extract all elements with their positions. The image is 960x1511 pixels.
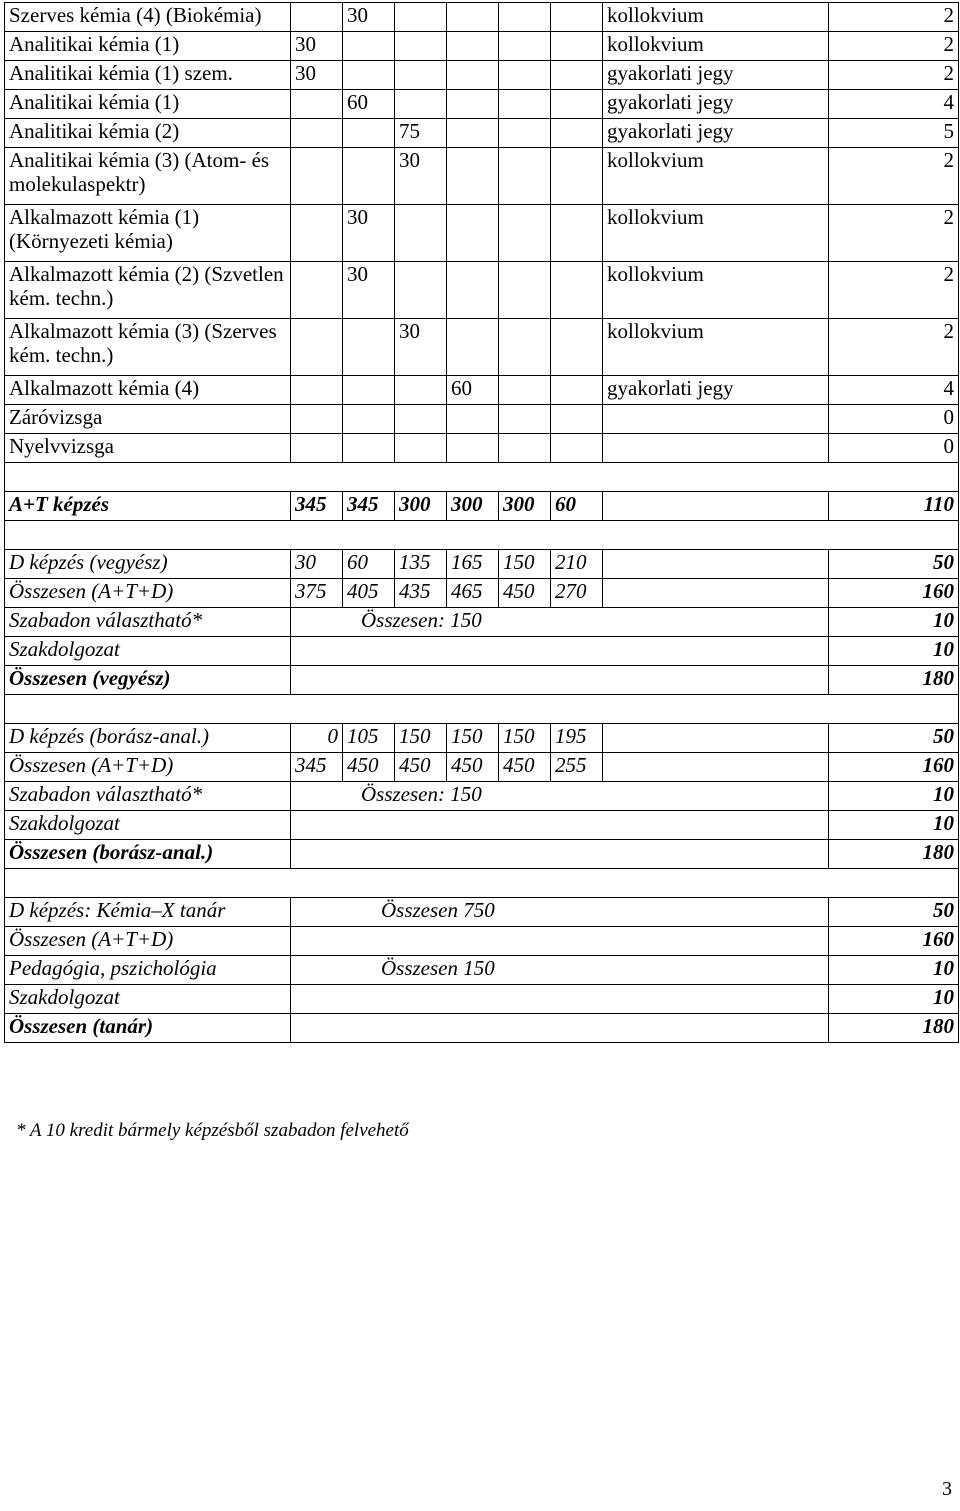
course-hours: 30 [343, 3, 395, 32]
footnote: * A 10 kredit bármely képzésből szabadon felvehető [16, 1120, 409, 1141]
course-row [5, 405, 959, 434]
course-hours: 30 [395, 319, 447, 376]
empty-cell [499, 3, 551, 32]
d-tanar-label: D képzés: Kémia–X tanár [5, 898, 291, 927]
d-tanar-total-label: Összesen (tanár) [5, 1014, 291, 1043]
d-vegyesz-total-label: Összesen (vegyész) [5, 666, 291, 695]
course-rows [5, 3, 959, 463]
course-credit: 2 [829, 319, 959, 376]
course-name: Szerves kémia (4) (Biokémia) [5, 3, 291, 32]
course-form: kollokvium [603, 148, 829, 205]
at-credit: 110 [829, 492, 959, 521]
d-vegyesz-value-5: 150 [499, 550, 551, 579]
d-vegyesz-free-row [5, 608, 959, 637]
course-credit: 2 [829, 3, 959, 32]
empty-cell [447, 405, 499, 434]
course-credit: 2 [829, 148, 959, 205]
d-tanar-ped-total: Összesen 150 [291, 956, 829, 985]
empty-cell [447, 61, 499, 90]
empty-cell [343, 376, 395, 405]
course-form: gyakorlati jegy [603, 376, 829, 405]
course-row [5, 61, 959, 90]
at-value-4: 300 [447, 492, 499, 521]
empty-cell [395, 262, 447, 319]
course-hours: 30 [291, 61, 343, 90]
course-hours: 30 [395, 148, 447, 205]
empty-cell [291, 434, 343, 463]
d-tanar-thesis-label: Szakdolgozat [5, 985, 291, 1014]
d-borasz-value-4: 150 [447, 724, 499, 753]
course-hours: 30 [343, 205, 395, 262]
course-hours: 60 [343, 90, 395, 119]
course-credit: 2 [829, 61, 959, 90]
d-vegyesz-value-3: 135 [395, 550, 447, 579]
empty-cell [447, 319, 499, 376]
d-tanar-ped-label: Pedagógia, pszichológia [5, 956, 291, 985]
d-tanar-ped-row [5, 956, 959, 985]
d-borasz-label: D képzés (borász-anal.) [5, 724, 291, 753]
empty-cell [551, 434, 603, 463]
empty-cell [447, 119, 499, 148]
d-vegyesz-thesis-label: Szakdolgozat [5, 637, 291, 666]
d-vegyesz-thesis-credit: 10 [829, 637, 959, 666]
empty-cell [551, 319, 603, 376]
at-value-3: 300 [395, 492, 447, 521]
empty-cell [551, 205, 603, 262]
course-form: kollokvium [603, 3, 829, 32]
d-vegyesz-credit: 50 [829, 550, 959, 579]
d-borasz-sum-label: Összesen (A+T+D) [5, 753, 291, 782]
empty-cell [551, 90, 603, 119]
course-name: Analitikai kémia (3) (Atom- és molekulaspektr) [5, 148, 291, 205]
empty-cell [447, 434, 499, 463]
course-name: Alkalmazott kémia (3) (Szerves kém. techn.) [5, 319, 291, 376]
course-name: Analitikai kémia (2) [5, 119, 291, 148]
d-tanar-thesis-row [5, 985, 959, 1014]
empty-cell [551, 405, 603, 434]
d-borasz-value-1: 0 [291, 724, 343, 753]
course-name: Alkalmazott kémia (1) (Környezeti kémia) [5, 205, 291, 262]
course-row [5, 3, 959, 32]
course-form [603, 405, 829, 434]
empty-cell [395, 32, 447, 61]
course-form: kollokvium [603, 205, 829, 262]
empty-cell [499, 148, 551, 205]
d-borasz-value-5: 150 [499, 724, 551, 753]
d-vegyesz-total-row [5, 666, 959, 695]
course-row [5, 376, 959, 405]
course-credit: 2 [829, 32, 959, 61]
empty-cell [291, 205, 343, 262]
d-vegyesz-sum-label: Összesen (A+T+D) [5, 579, 291, 608]
empty-cell [551, 61, 603, 90]
page-number: 3 [942, 1478, 952, 1500]
course-hours: 60 [447, 376, 499, 405]
at-value-2: 345 [343, 492, 395, 521]
empty-cell [291, 319, 343, 376]
empty-cell [499, 61, 551, 90]
empty-cell [447, 148, 499, 205]
d-tanar-credit: 50 [829, 898, 959, 927]
course-row [5, 262, 959, 319]
empty-cell [343, 405, 395, 434]
empty-cell [291, 262, 343, 319]
d-vegyesz-total-credit: 180 [829, 666, 959, 695]
d-tanar-sum-credit: 160 [829, 927, 959, 956]
d-borasz-value-3: 150 [395, 724, 447, 753]
d-borasz-row [5, 724, 959, 753]
empty-cell [499, 262, 551, 319]
course-name: Nyelvvizsga [5, 434, 291, 463]
course-name: Analitikai kémia (1) szem. [5, 61, 291, 90]
at-section [5, 463, 959, 521]
d-borasz-sum-3: 450 [395, 753, 447, 782]
empty-cell [447, 262, 499, 319]
at-label: A+T képzés [5, 492, 291, 521]
course-name: Alkalmazott kémia (2) (Szvetlen kém. techn.) [5, 262, 291, 319]
d-vegyesz-sum-3: 435 [395, 579, 447, 608]
d-vegyesz-row [5, 550, 959, 579]
empty-cell [551, 119, 603, 148]
curriculum-table [4, 2, 959, 1043]
d-tanar-ped-credit: 10 [829, 956, 959, 985]
empty-cell [395, 61, 447, 90]
empty-cell [551, 376, 603, 405]
d-vegyesz-free-credit: 10 [829, 608, 959, 637]
d-tanar-sum-label: Összesen (A+T+D) [5, 927, 291, 956]
empty-cell [395, 376, 447, 405]
d-vegyesz-sum-6: 270 [551, 579, 603, 608]
d-borasz-total-label: Összesen (borász-anal.) [5, 840, 291, 869]
empty-cell [499, 119, 551, 148]
course-row [5, 90, 959, 119]
d-tanar-total-row [5, 1014, 959, 1043]
course-name: Záróvizsga [5, 405, 291, 434]
empty-cell [499, 405, 551, 434]
d-borasz-sum-credit: 160 [829, 753, 959, 782]
empty-cell [343, 434, 395, 463]
course-name: Alkalmazott kémia (4) [5, 376, 291, 405]
empty-cell [291, 376, 343, 405]
empty-cell [499, 205, 551, 262]
d-vegyesz-value-1: 30 [291, 550, 343, 579]
empty-cell [551, 148, 603, 205]
d-tanar-row [5, 898, 959, 927]
d-tanar-total-text: Összesen 750 [291, 898, 829, 927]
empty-cell [395, 90, 447, 119]
course-hours: 75 [395, 119, 447, 148]
course-form [603, 434, 829, 463]
d-borasz-sum-6: 255 [551, 753, 603, 782]
course-form: gyakorlati jegy [603, 61, 829, 90]
d-borasz-section [5, 695, 959, 869]
d-vegyesz-section [5, 521, 959, 695]
empty-cell [291, 148, 343, 205]
d-vegyesz-value-6: 210 [551, 550, 603, 579]
empty-cell [395, 434, 447, 463]
at-value-1: 345 [291, 492, 343, 521]
d-borasz-thesis-row [5, 811, 959, 840]
empty-cell [291, 3, 343, 32]
empty-cell [447, 90, 499, 119]
d-borasz-sum-4: 450 [447, 753, 499, 782]
d-vegyesz-value-4: 165 [447, 550, 499, 579]
course-row [5, 205, 959, 262]
at-value-5: 300 [499, 492, 551, 521]
empty-cell [499, 32, 551, 61]
d-vegyesz-thesis-row [5, 637, 959, 666]
empty-cell [499, 90, 551, 119]
d-vegyesz-sum-1: 375 [291, 579, 343, 608]
empty-cell [499, 434, 551, 463]
d-borasz-free-row [5, 782, 959, 811]
d-tanar-section [5, 869, 959, 1043]
d-borasz-free-credit: 10 [829, 782, 959, 811]
empty-cell [343, 319, 395, 376]
course-row [5, 434, 959, 463]
course-form: gyakorlati jegy [603, 119, 829, 148]
at-value-6: 60 [551, 492, 603, 521]
empty-cell [551, 3, 603, 32]
empty-cell [447, 205, 499, 262]
d-borasz-sum-5: 450 [499, 753, 551, 782]
d-vegyesz-value-2: 60 [343, 550, 395, 579]
empty-cell [343, 32, 395, 61]
d-vegyesz-sum-4: 465 [447, 579, 499, 608]
d-borasz-free-total: Összesen: 150 [291, 782, 829, 811]
course-row [5, 119, 959, 148]
empty-cell [343, 61, 395, 90]
empty-cell [291, 405, 343, 434]
d-tanar-total-credit: 180 [829, 1014, 959, 1043]
empty-cell [395, 405, 447, 434]
course-credit: 2 [829, 262, 959, 319]
course-name: Analitikai kémia (1) [5, 90, 291, 119]
empty-cell [291, 90, 343, 119]
empty-cell [447, 3, 499, 32]
course-hours: 30 [291, 32, 343, 61]
d-vegyesz-label: D képzés (vegyész) [5, 550, 291, 579]
empty-cell [291, 119, 343, 148]
d-tanar-thesis-credit: 10 [829, 985, 959, 1014]
d-vegyesz-free-total: Összesen: 150 [291, 608, 829, 637]
course-credit: 4 [829, 376, 959, 405]
course-form: kollokvium [603, 319, 829, 376]
d-borasz-total-credit: 180 [829, 840, 959, 869]
d-borasz-thesis-credit: 10 [829, 811, 959, 840]
d-vegyesz-free-label: Szabadon választható* [5, 608, 291, 637]
course-credit: 0 [829, 434, 959, 463]
d-borasz-credit: 50 [829, 724, 959, 753]
course-credit: 2 [829, 205, 959, 262]
course-row [5, 148, 959, 205]
d-vegyesz-sum-5: 450 [499, 579, 551, 608]
d-borasz-sum-row [5, 753, 959, 782]
d-borasz-value-6: 195 [551, 724, 603, 753]
empty-cell [395, 3, 447, 32]
course-form: gyakorlati jegy [603, 90, 829, 119]
d-borasz-value-2: 105 [343, 724, 395, 753]
course-form: kollokvium [603, 262, 829, 319]
course-form: kollokvium [603, 32, 829, 61]
empty-cell [343, 119, 395, 148]
empty-cell [551, 32, 603, 61]
course-credit: 4 [829, 90, 959, 119]
empty-cell [447, 32, 499, 61]
d-borasz-thesis-label: Szakdolgozat [5, 811, 291, 840]
empty-cell [343, 148, 395, 205]
course-name: Analitikai kémia (1) [5, 32, 291, 61]
course-row [5, 319, 959, 376]
d-borasz-sum-1: 345 [291, 753, 343, 782]
d-tanar-sum-row [5, 927, 959, 956]
d-vegyesz-sum-2: 405 [343, 579, 395, 608]
d-borasz-sum-2: 450 [343, 753, 395, 782]
at-row [5, 492, 959, 521]
course-row [5, 32, 959, 61]
d-vegyesz-sum-row [5, 579, 959, 608]
course-credit: 5 [829, 119, 959, 148]
empty-cell [395, 205, 447, 262]
course-hours: 30 [343, 262, 395, 319]
d-vegyesz-sum-credit: 160 [829, 579, 959, 608]
empty-cell [551, 262, 603, 319]
d-borasz-total-row [5, 840, 959, 869]
empty-cell [499, 376, 551, 405]
d-borasz-free-label: Szabadon választható* [5, 782, 291, 811]
empty-cell [499, 319, 551, 376]
course-credit: 0 [829, 405, 959, 434]
